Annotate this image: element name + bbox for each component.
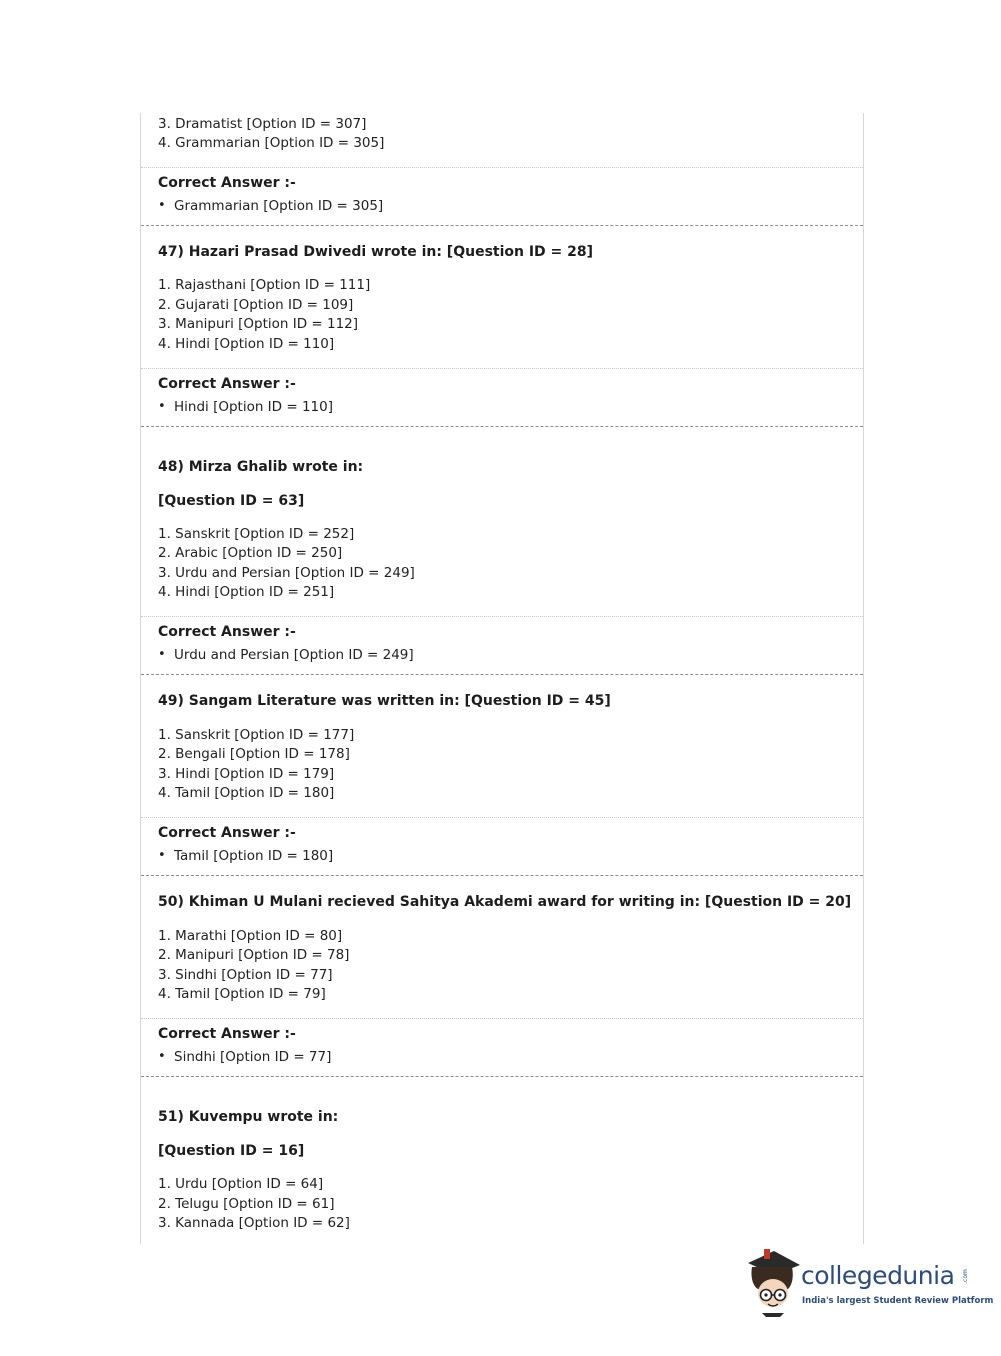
mascot-graduate-icon: [744, 1249, 802, 1317]
question-divider: [141, 225, 863, 226]
question-text: 47) Hazari Prasad Dwivedi wrote in: [Question ID = 28]: [158, 244, 594, 260]
correct-answer: Grammarian [Option ID = 305]: [174, 198, 384, 214]
option-item: 1. Marathi [Option ID = 80]: [158, 928, 343, 944]
correct-answer-label: Correct Answer :-: [158, 1026, 296, 1042]
bullet-icon: •: [158, 647, 166, 662]
option-item: 1. Rajasthani [Option ID = 111]: [158, 277, 371, 293]
option-item: 3. Manipuri [Option ID = 112]: [158, 316, 359, 332]
option-item: 3. Urdu and Persian [Option ID = 249]: [158, 565, 415, 581]
option-item: 2. Gujarati [Option ID = 109]: [158, 297, 354, 313]
question-divider: [141, 674, 863, 675]
divider: [141, 616, 863, 617]
logo-tagline: India's largest Student Review Platform: [802, 1296, 994, 1306]
divider: [141, 368, 863, 369]
question-divider: [141, 1076, 863, 1077]
correct-answer: Urdu and Persian [Option ID = 249]: [174, 647, 414, 663]
option-item: 1. Sanskrit [Option ID = 252]: [158, 526, 355, 542]
option-item: 4. Grammarian [Option ID = 305]: [158, 135, 385, 151]
divider: [141, 817, 863, 818]
bullet-icon: •: [158, 399, 166, 414]
divider: [141, 167, 863, 168]
logo-com: .com: [961, 1269, 969, 1284]
option-item: 4. Tamil [Option ID = 79]: [158, 986, 326, 1002]
correct-answer: Tamil [Option ID = 180]: [174, 848, 334, 864]
correct-answer: Hindi [Option ID = 110]: [174, 399, 333, 415]
logo-wordmark: collegedunia: [801, 1261, 955, 1290]
option-item: 4. Tamil [Option ID = 180]: [158, 785, 335, 801]
correct-answer-label: Correct Answer :-: [158, 825, 296, 841]
correct-answer-label: Correct Answer :-: [158, 624, 296, 640]
option-item: 2. Manipuri [Option ID = 78]: [158, 947, 350, 963]
bullet-icon: •: [158, 198, 166, 213]
question-text: 51) Kuvempu wrote in:: [158, 1109, 339, 1125]
question-text: 50) Khiman U Mulani recieved Sahitya Akademi award for writing in: [Question ID = 20]: [158, 894, 852, 910]
option-item: 2. Telugu [Option ID = 61]: [158, 1196, 335, 1212]
question-id: [Question ID = 63]: [158, 493, 305, 509]
option-item: 4. Hindi [Option ID = 251]: [158, 584, 335, 600]
collegedunia-logo: [744, 1249, 994, 1317]
option-item: 1. Sanskrit [Option ID = 177]: [158, 727, 355, 743]
option-item: 2. Arabic [Option ID = 250]: [158, 545, 343, 561]
question-text: 49) Sangam Literature was written in: [Question ID = 45]: [158, 693, 611, 709]
option-item: 3. Dramatist [Option ID = 307]: [158, 116, 367, 132]
option-item: 3. Kannada [Option ID = 62]: [158, 1215, 350, 1231]
bullet-icon: •: [158, 848, 166, 863]
question-divider: [141, 875, 863, 876]
question-divider: [141, 426, 863, 427]
correct-answer-label: Correct Answer :-: [158, 175, 296, 191]
question-id: [Question ID = 16]: [158, 1143, 305, 1159]
option-item: 3. Hindi [Option ID = 179]: [158, 766, 335, 782]
option-item: 1. Urdu [Option ID = 64]: [158, 1176, 324, 1192]
option-item: 3. Sindhi [Option ID = 77]: [158, 967, 333, 983]
divider: [141, 1018, 863, 1019]
correct-answer: Sindhi [Option ID = 77]: [174, 1049, 332, 1065]
question-paper-frame: [140, 113, 864, 1244]
bullet-icon: •: [158, 1049, 166, 1064]
correct-answer-label: Correct Answer :-: [158, 376, 296, 392]
question-text: 48) Mirza Ghalib wrote in:: [158, 459, 364, 475]
option-item: 4. Hindi [Option ID = 110]: [158, 336, 335, 352]
option-item: 2. Bengali [Option ID = 178]: [158, 746, 350, 762]
